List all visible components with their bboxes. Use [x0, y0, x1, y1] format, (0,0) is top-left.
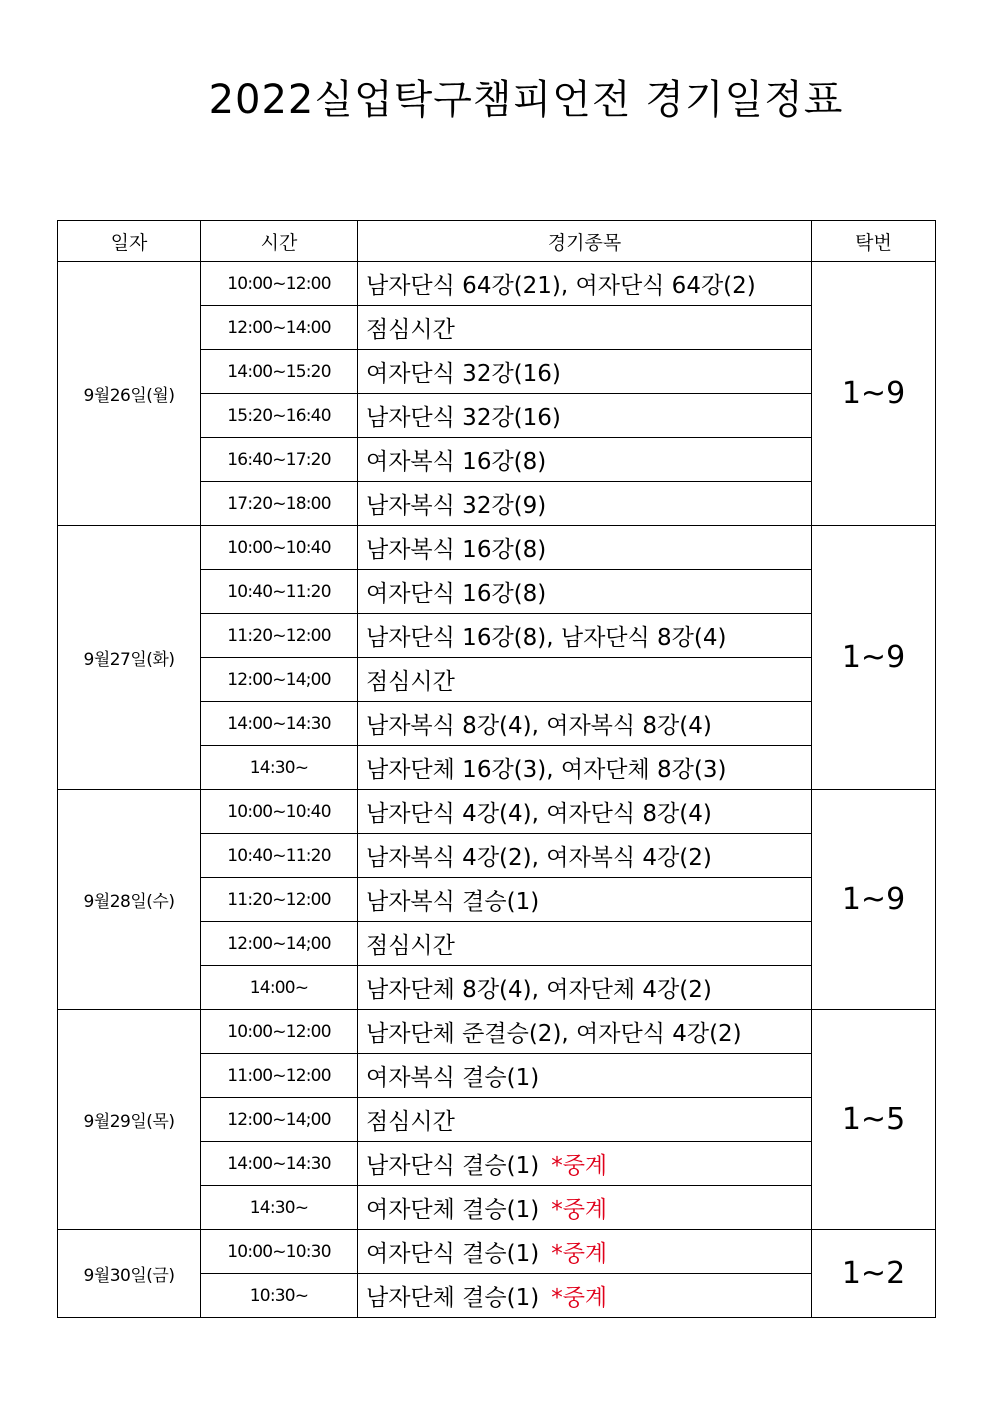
- header-date: 일자: [58, 221, 201, 262]
- event-text: 점심시간: [366, 669, 455, 695]
- event-text: 남자복식 4강(2), 여자복식 4강(2): [366, 845, 712, 871]
- event-text: 남자단체 결승(1): [366, 1285, 540, 1311]
- event-cell: [358, 702, 812, 746]
- date-cell: 9월28일(수): [58, 790, 201, 1010]
- broadcast-note: *중계: [551, 1241, 608, 1267]
- time-cell: 14:30~: [201, 746, 358, 790]
- table-number-cell: 1~9: [812, 526, 936, 790]
- event-text: 남자단식 4강(4), 여자단식 8강(4): [366, 801, 712, 827]
- event-text: 남자단식 64강(21), 여자단식 64강(2): [366, 273, 756, 299]
- time-cell: 11:00~12:00: [201, 1054, 358, 1098]
- event-cell: [358, 878, 812, 922]
- time-cell: 10:00~10:30: [201, 1230, 358, 1274]
- time-cell: 14:00~14:30: [201, 702, 358, 746]
- event-cell: [358, 966, 812, 1010]
- time-cell: 11:20~12:00: [201, 614, 358, 658]
- event-cell: [358, 1142, 812, 1186]
- time-cell: 10:40~11:20: [201, 570, 358, 614]
- event-text: 남자단식 32강(16): [366, 405, 561, 431]
- event-text: 남자복식 32강(9): [366, 493, 547, 519]
- time-cell: 10:00~12:00: [201, 1010, 358, 1054]
- event-cell: [358, 1274, 812, 1318]
- header-row: [58, 221, 936, 262]
- event-cell: [358, 394, 812, 438]
- time-cell: 10:00~10:40: [201, 526, 358, 570]
- header-event: 경기종목: [358, 221, 812, 262]
- date-cell: 9월27일(화): [58, 526, 201, 790]
- table-row: [58, 1230, 936, 1274]
- time-cell: 11:20~12:00: [201, 878, 358, 922]
- time-cell: 16:40~17:20: [201, 438, 358, 482]
- time-cell: 15:20~16:40: [201, 394, 358, 438]
- time-cell: 17:20~18:00: [201, 482, 358, 526]
- event-text: 점심시간: [366, 317, 455, 343]
- time-cell: 14:00~15:20: [201, 350, 358, 394]
- event-cell: [358, 1010, 812, 1054]
- event-text: 여자복식 16강(8): [366, 449, 547, 475]
- table-row: [58, 262, 936, 306]
- event-text: 남자복식 8강(4), 여자복식 8강(4): [366, 713, 712, 739]
- event-cell: [358, 658, 812, 702]
- time-cell: 12:00~14;00: [201, 1098, 358, 1142]
- date-cell: 9월29일(목): [58, 1010, 201, 1230]
- event-text: 여자복식 결승(1): [366, 1065, 540, 1091]
- event-cell: [358, 922, 812, 966]
- time-cell: 12:00~14;00: [201, 922, 358, 966]
- event-cell: [358, 1230, 812, 1274]
- table-number-cell: 1~2: [812, 1230, 936, 1318]
- table-number-cell: 1~9: [812, 262, 936, 526]
- event-cell: [358, 746, 812, 790]
- time-cell: 10:00~12:00: [201, 262, 358, 306]
- time-cell: 14:30~: [201, 1186, 358, 1230]
- time-cell: 10:40~11:20: [201, 834, 358, 878]
- time-cell: 10:00~10:40: [201, 790, 358, 834]
- table-row: [58, 790, 936, 834]
- event-text: 남자단체 16강(3), 여자단체 8강(3): [366, 757, 727, 783]
- broadcast-note: *중계: [551, 1153, 608, 1179]
- table-row: [58, 1010, 936, 1054]
- time-cell: 14:00~14:30: [201, 1142, 358, 1186]
- schedule-table: [57, 220, 936, 1318]
- table-number-cell: 1~5: [812, 1010, 936, 1230]
- event-text: 여자단체 결승(1): [366, 1197, 540, 1223]
- event-cell: [358, 790, 812, 834]
- event-cell: [358, 306, 812, 350]
- table-row: [58, 526, 936, 570]
- event-cell: [358, 526, 812, 570]
- time-cell: 12:00~14:00: [201, 306, 358, 350]
- time-cell: 10:30~: [201, 1274, 358, 1318]
- event-text: 점심시간: [366, 1109, 455, 1135]
- event-cell: [358, 438, 812, 482]
- event-text: 남자단체 8강(4), 여자단체 4강(2): [366, 977, 712, 1003]
- event-cell: [358, 1186, 812, 1230]
- broadcast-note: *중계: [551, 1285, 608, 1311]
- event-cell: [358, 350, 812, 394]
- event-text: 여자단식 32강(16): [366, 361, 561, 387]
- event-cell: [358, 1054, 812, 1098]
- event-text: 남자복식 결승(1): [366, 889, 540, 915]
- page-title: 2022실업탁구챔피언전 경기일정표: [208, 77, 844, 123]
- header-table-number: 탁번: [812, 221, 936, 262]
- event-text: 여자단식 16강(8): [366, 581, 547, 607]
- date-cell: 9월30일(금): [58, 1230, 201, 1318]
- header-time: 시간: [201, 221, 358, 262]
- table-number-cell: 1~9: [812, 790, 936, 1010]
- event-cell: [358, 570, 812, 614]
- event-text: 여자단식 결승(1): [366, 1241, 540, 1267]
- event-cell: [358, 834, 812, 878]
- schedule-body: [58, 262, 936, 1318]
- time-cell: 12:00~14;00: [201, 658, 358, 702]
- event-cell: [358, 1098, 812, 1142]
- event-cell: [358, 482, 812, 526]
- date-cell: 9월26일(월): [58, 262, 201, 526]
- time-cell: 14:00~: [201, 966, 358, 1010]
- event-text: 남자단체 준결승(2), 여자단식 4강(2): [366, 1021, 742, 1047]
- event-cell: [358, 262, 812, 306]
- event-text: 점심시간: [366, 933, 455, 959]
- broadcast-note: *중계: [551, 1197, 608, 1223]
- event-text: 남자복식 16강(8): [366, 537, 547, 563]
- event-text: 남자단식 결승(1): [366, 1153, 540, 1179]
- event-text: 남자단식 16강(8), 남자단식 8강(4): [366, 625, 727, 651]
- event-cell: [358, 614, 812, 658]
